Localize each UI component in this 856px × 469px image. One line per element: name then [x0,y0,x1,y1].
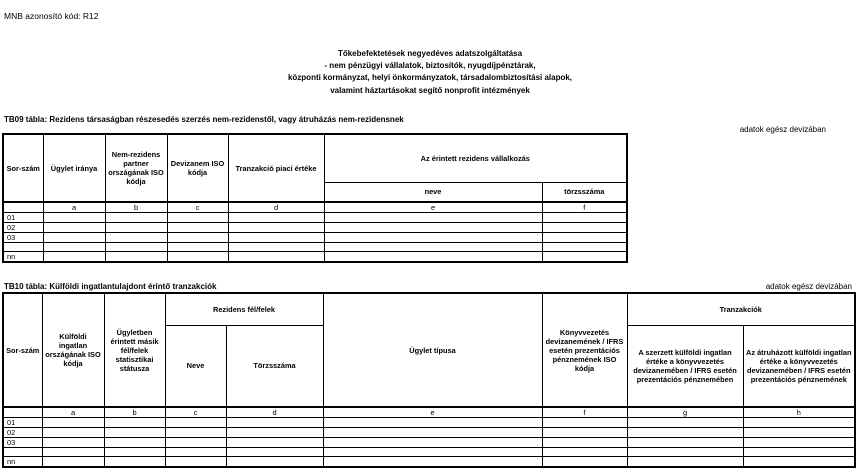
tb10-unit: adatok egész devizában [765,282,852,291]
row-number: 01 [3,213,43,223]
heading-line-2: - nem pénzügyi vállalatok, biztosítók, nyugdíjpénztárak, [324,61,536,71]
table-cell[interactable] [323,448,542,457]
table-row [3,438,855,448]
tb09-letter: f [542,202,627,213]
table-cell[interactable] [324,233,542,243]
row-number [3,448,42,457]
table-cell[interactable] [105,243,167,252]
table-cell[interactable] [542,213,627,223]
tb10-table [2,292,856,468]
row-number: 03 [3,233,43,243]
tb10-header-rezidens: Rezidens fél/felek [165,293,323,325]
table-cell[interactable] [542,418,627,428]
table-cell[interactable] [627,418,743,428]
heading-line-4: valamint háztartásokat segítő nonprofit intézmények [330,85,530,95]
tb10-header-konyvvezetes: Könyvvezetés devizanemének / IFRS esetén prezentációs pénznemének ISO kódja [542,293,627,407]
table-row [3,233,627,243]
table-cell[interactable] [165,438,226,448]
tb09-letter: a [43,202,105,213]
table-cell[interactable] [226,428,323,438]
tb09-letter: c [167,202,228,213]
table-row [3,223,627,233]
table-cell[interactable] [165,428,226,438]
table-row [3,213,627,223]
table-cell[interactable] [105,233,167,243]
tb09-header-partner-iso: Nem-rezidens partner országának ISO kódja [105,134,167,202]
table-cell[interactable] [104,457,165,468]
table-cell[interactable] [43,233,105,243]
table-cell[interactable] [743,438,855,448]
tb10-header-ugyletben: Ügyletben érintett másik fél/felek statisztikai státusza [104,293,165,407]
table-cell[interactable] [323,457,542,468]
table-cell[interactable] [167,233,228,243]
table-row [3,428,855,438]
tb10-letter: g [627,407,743,418]
tb09-header-neve: neve [324,182,542,202]
tb10-header-atruhazott: Az átruházott külföldi ingatlan értéke a könyvvezetés devizanemében / IFRS esetén prezentációs pénznemének [743,325,855,407]
tb10-header-torzsszama: Törzsszáma [226,325,323,407]
tb09-letter-row [3,202,627,213]
report-code: MNB azonosító kód: R12 [4,11,99,21]
tb09-header-tranzakcio: Tranzakció piaci értéke [228,134,324,202]
table-cell[interactable] [542,438,627,448]
table-cell[interactable] [542,223,627,233]
row-number: nn [3,457,42,468]
table-cell[interactable] [324,223,542,233]
table-row [3,243,627,252]
report-heading [230,48,630,97]
row-number [3,243,43,252]
table-cell[interactable] [228,233,324,243]
tb09-table [2,133,628,263]
table-cell[interactable] [228,243,324,252]
tb10-title: TB10 tábla: Külföldi ingatlantulajdont érintő tranzakciók [4,282,217,291]
table-cell[interactable] [743,428,855,438]
tb10-letter: f [542,407,627,418]
table-cell[interactable] [42,438,104,448]
table-cell[interactable] [42,457,104,468]
table-cell[interactable] [42,448,104,457]
tb09-letter: d [228,202,324,213]
tb10-letter: h [743,407,855,418]
table-cell[interactable] [43,223,105,233]
tb09-letter: e [324,202,542,213]
heading-line-1: Tőkebefektetések negyedéves adatszolgáltatása [337,49,523,58]
row-number: nn [3,252,43,263]
table-cell[interactable] [167,223,228,233]
table-cell[interactable] [167,252,228,263]
table-cell[interactable] [324,243,542,252]
table-row [3,418,855,428]
table-cell[interactable] [743,418,855,428]
table-cell[interactable] [165,418,226,428]
tb10-letter: a [42,407,104,418]
tb10-header-szerzett: A szerzett külföldi ingatlan értéke a könyvvezetés devizanemében / IFRS esetén prezentációs pénznemében [627,325,743,407]
table-cell[interactable] [104,418,165,428]
table-cell[interactable] [43,252,105,263]
table-cell[interactable] [323,418,542,428]
table-cell[interactable] [627,448,743,457]
tb09-header-ugylet-iranya: Ügylet iránya [43,134,105,202]
table-cell[interactable] [542,448,627,457]
table-cell[interactable] [228,223,324,233]
tb10-header-kulfoldi-iso: Külföldi ingatlan országának ISO kódja [42,293,104,407]
tb10-letter: d [226,407,323,418]
tb09-unit: adatok egész devizában [739,125,826,134]
table-cell[interactable] [226,438,323,448]
table-cell[interactable] [165,457,226,468]
row-number: 01 [3,418,42,428]
table-cell[interactable] [167,213,228,223]
table-cell[interactable] [228,252,324,263]
tb09-title: TB09 tábla: Rezidens társaságban részesedés szerzés nem-rezidenstől, vagy átruházás nem-rezidensnek [4,115,404,124]
table-cell[interactable] [627,428,743,438]
row-number: 03 [3,438,42,448]
table-cell[interactable] [43,243,105,252]
table-cell[interactable] [324,252,542,263]
table-cell[interactable] [226,457,323,468]
table-cell[interactable] [542,233,627,243]
tb10-header-tranzakciok: Tranzakciók [627,293,855,325]
tb09-header-torzsszama: törzsszáma [542,182,627,202]
table-cell[interactable] [43,213,105,223]
tb10-header-neve: Neve [165,325,226,407]
table-cell[interactable] [105,252,167,263]
table-cell[interactable] [226,448,323,457]
tb10-letter-row [3,407,855,418]
tb09-header-devizanem: Devizanem ISO kódja [167,134,228,202]
table-cell[interactable] [104,448,165,457]
table-cell[interactable] [542,457,627,468]
table-cell[interactable] [542,252,627,263]
table-cell[interactable] [542,243,627,252]
table-cell[interactable] [165,448,226,457]
table-cell[interactable] [42,418,104,428]
heading-line-3: központi kormányzat, helyi önkormányzatok, társadalombiztosítási alapok, [287,73,573,83]
tb09-letter: b [105,202,167,213]
tb09-header-sorszam: Sor-szám [3,134,43,202]
table-cell[interactable] [226,418,323,428]
table-cell[interactable] [167,243,228,252]
table-cell[interactable] [627,438,743,448]
table-row [3,252,627,263]
tb10-letter: c [165,407,226,418]
tb09-header-erintett: Az érintett rezidens vállalkozás [324,134,627,182]
table-row [3,448,855,457]
row-number: 02 [3,223,43,233]
table-cell[interactable] [105,213,167,223]
tb10-header-sorszam: Sor-szám [3,293,42,407]
table-cell[interactable] [627,457,743,468]
row-number: 02 [3,428,42,438]
table-cell[interactable] [104,438,165,448]
table-cell[interactable] [323,428,542,438]
table-cell[interactable] [743,457,855,468]
table-cell[interactable] [42,428,104,438]
table-cell[interactable] [104,428,165,438]
tb10-header-ugylet-tipusa: Ügylet típusa [323,293,542,407]
table-cell[interactable] [323,438,542,448]
table-cell[interactable] [542,428,627,438]
table-cell[interactable] [324,213,542,223]
table-cell[interactable] [228,213,324,223]
table-cell[interactable] [105,223,167,233]
tb10-letter: e [323,407,542,418]
table-cell[interactable] [743,448,855,457]
table-row [3,457,855,468]
tb10-letter: b [104,407,165,418]
